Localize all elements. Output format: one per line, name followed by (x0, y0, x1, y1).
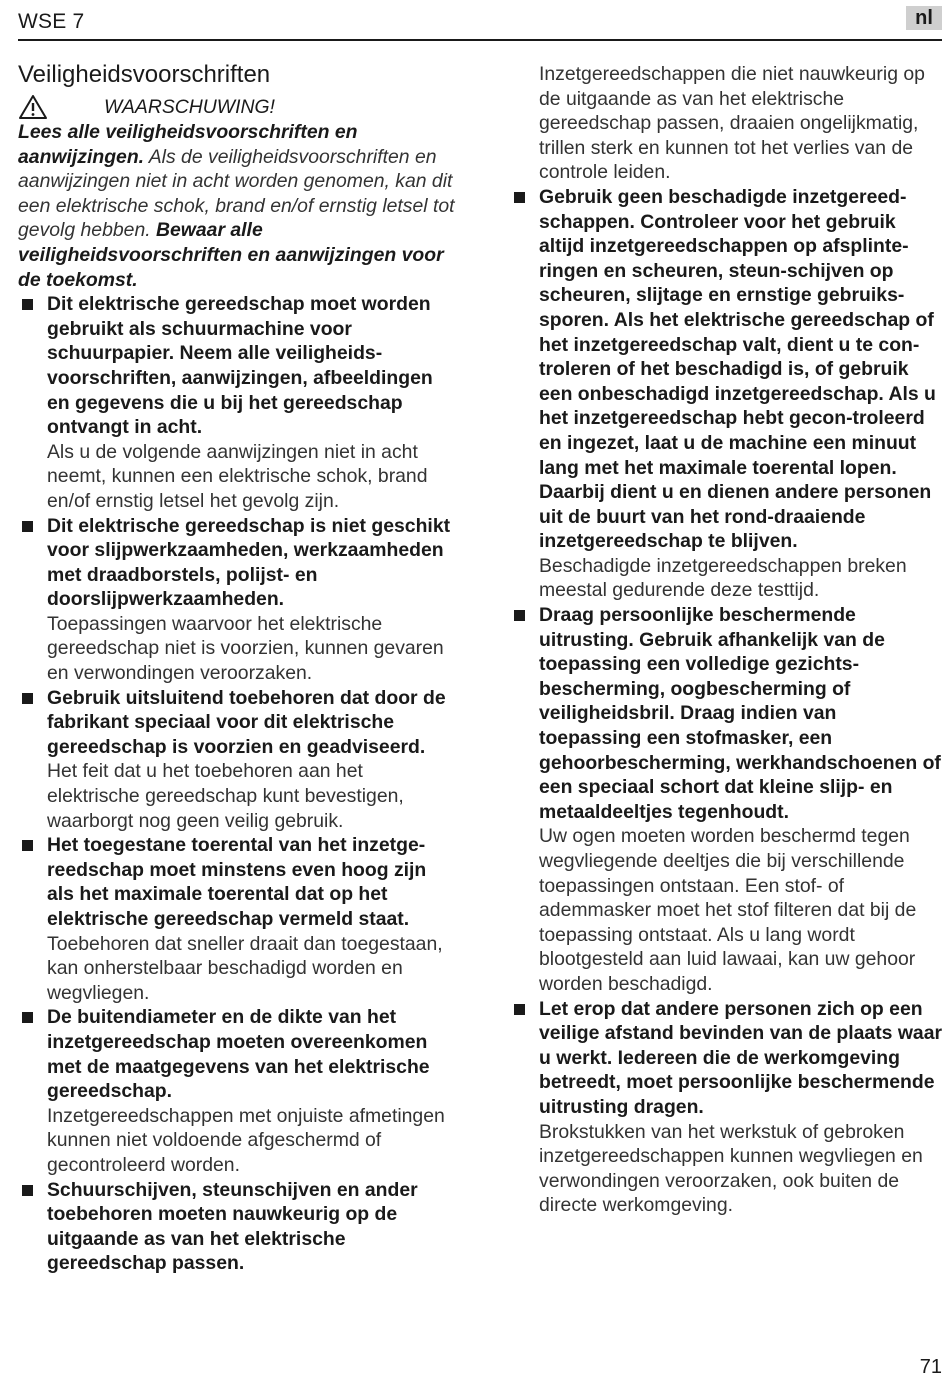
list-item (18, 1178, 458, 1276)
item-text: Brokstukken van het werkstuk of gebroken inzetgereedschappen kunnen wegvliegen en verwondingen veroorzaken, ook buiten de directe werkomgeving. (539, 1120, 923, 1217)
item-text: Toebehoren dat sneller draait dan toegestaan, kan onherstelbaar beschadigd worden en wegvliegen. (47, 932, 443, 1004)
item-text: Als u de volgende aanwijzingen niet in acht neemt, kunnen een elektrische schok, brand en/of ernstig letsel het gevolg zijn. (47, 440, 428, 512)
intro-paragraph (18, 120, 458, 292)
item-bold: Het toegestane toerental van het inzetge-reedschap moet minstens even hoog zijn als het maximale toerental dat op het elektrische gereedschap vermeld staat. (47, 834, 427, 930)
list-item (510, 185, 944, 603)
list-item (18, 833, 458, 1005)
right-column (510, 62, 944, 1218)
item-text: Toepassingen waarvoor het elektrische gereedschap niet is voorzien, kunnen gevaren en verwondingen veroorzaken. (47, 612, 444, 685)
bullet-square-icon (22, 1012, 33, 1023)
page-number: 71 (919, 1356, 942, 1378)
header-model: WSE 7 (18, 10, 85, 33)
list-item (18, 1005, 458, 1177)
section-title: Veiligheidsvoorschriften (18, 61, 271, 88)
bullet-square-icon (22, 299, 33, 310)
warning-label: WAARSCHUWING! (104, 95, 275, 118)
continuation-text: Inzetgereedschappen die niet nauwkeurig op de uitgaande as van het elektrische gereedschap passen, draaien ongelijkmatig, trillen sterk en kunnen tot het verlies van de controle leiden. (539, 63, 925, 184)
list-item (18, 292, 458, 513)
item-bold: Gebruik geen beschadigde inzetgereed-schappen. Controleer voor het gebruik altijd inzetgereedschappen op afsplinte-ringen en scheuren, steun-schijven op scheuren, slijtage en ernstige gebruiks-sporen. Als het elektrische gereedschap of het inzetgereedschap valt, dient u te con-troleren of het beschadigd is, of gebruik een onbeschadigd inzetgereedschap. Als u het inzetgereedschap hebt gecon-troleerd en ingezet, laat u de machine een minuut lang met het maximale toerental lopen. Daarbij dient u en dienen andere personen uit de buurt van het rond-draaiende inzetgereedschap te blijven. (539, 185, 936, 553)
bullet-square-icon (514, 1004, 525, 1015)
item-bold: Dit elektrische gereedschap moet worden gebruikt als schuurmachine voor schuurpapier. Neem alle veiligheids-voorschriften, aanwijzingen, afbeeldingen en gegevens die u bij het gereedschap ontvangt in acht. (47, 293, 433, 439)
item-bold: Schuurschijven, steunschijven en ander toebehoren moeten nauwkeurig op de uitgaande as van het elektrische gereedschap passen. (47, 1178, 418, 1275)
item-bold: Draag persoonlijke beschermende uitrusting. Gebruik afhankelijk van de toepassing een volledige gezichts-bescherming, oogbescherming of veiligheidsbril. Draag indien van toepassing een stofmasker, een gehoorbescherming, werkhandschoenen of een speciaal schort dat kleine slijp- en metaaldeeltjes tegenhoudt. (539, 604, 941, 823)
bullet-square-icon (514, 192, 525, 203)
item-text: Uw ogen moeten worden beschermd tegen wegvliegende deeltjes die bij verschillende toepassingen ontstaan. Een stof- of ademmasker moet het stof filteren dat bij de toepassing ontstaat. Als u lang wordt blootgesteld aan luid lawaai, kan uw gehoor worden beschadigd. (539, 825, 917, 995)
item-bold: Gebruik uitsluitend toebehoren dat door de fabrikant speciaal voor dit elektrische gereedschap is voorzien en geadviseerd. (47, 686, 446, 758)
list-item (510, 997, 944, 1218)
item-bold: Dit elektrische gereedschap is niet geschikt voor slijpwerkzaamheden, werkzaamheden met draadborstels, polijst- en doorslijpwerkzaamheden. (47, 514, 451, 611)
list-item (510, 603, 944, 997)
warning-triangle-icon (18, 94, 48, 120)
header-divider (18, 39, 942, 41)
intro-bold-2: Bewaar alle veiligheidsvoorschriften en aanwijzingen voor de toekomst. (18, 219, 444, 291)
bullet-square-icon (514, 610, 525, 621)
intro-text: Als de veiligheidsvoorschriften en aanwijzingen niet in acht worden genomen, kan dit een elektrische schok, brand en/of ernstig letsel tot gevolg hebben. (18, 145, 455, 242)
item-bold: De buitendiameter en de dikte van het inzetgereedschap moeten overeenkomen met de maatgegevens van het elektrische gereedschap. (47, 1006, 430, 1103)
list-item (18, 686, 458, 834)
left-column (18, 60, 458, 1276)
item-text: Inzetgereedschappen met onjuiste afmetingen kunnen niet voldoende afgeschermd of gecontroleerd worden. (47, 1104, 445, 1176)
bullet-square-icon (22, 693, 33, 704)
item-text: Beschadigde inzetgereedschappen breken meestal gedurende deze testtijd. (539, 554, 907, 602)
bullet-square-icon (22, 1185, 33, 1196)
intro-bold-1: Lees alle veiligheidsvoorschriften en aanwijzingen. (18, 121, 358, 168)
list-item (18, 514, 458, 686)
warning-line (18, 94, 458, 120)
bullet-square-icon (22, 521, 33, 532)
item-text: Het feit dat u het toebehoren aan het elektrische gereedschap kunt bevestigen, waarborgt nog geen veilig gebruik. (47, 760, 404, 832)
bullet-square-icon (22, 840, 33, 851)
language-badge: nl (906, 6, 942, 30)
item-bold: Let erop dat andere personen zich op een veilige afstand bevinden van de plaats waar u werkt. Iedereen die de werkomgeving betreedt, moet persoonlijke beschermende uitrusting dragen. (539, 997, 943, 1118)
